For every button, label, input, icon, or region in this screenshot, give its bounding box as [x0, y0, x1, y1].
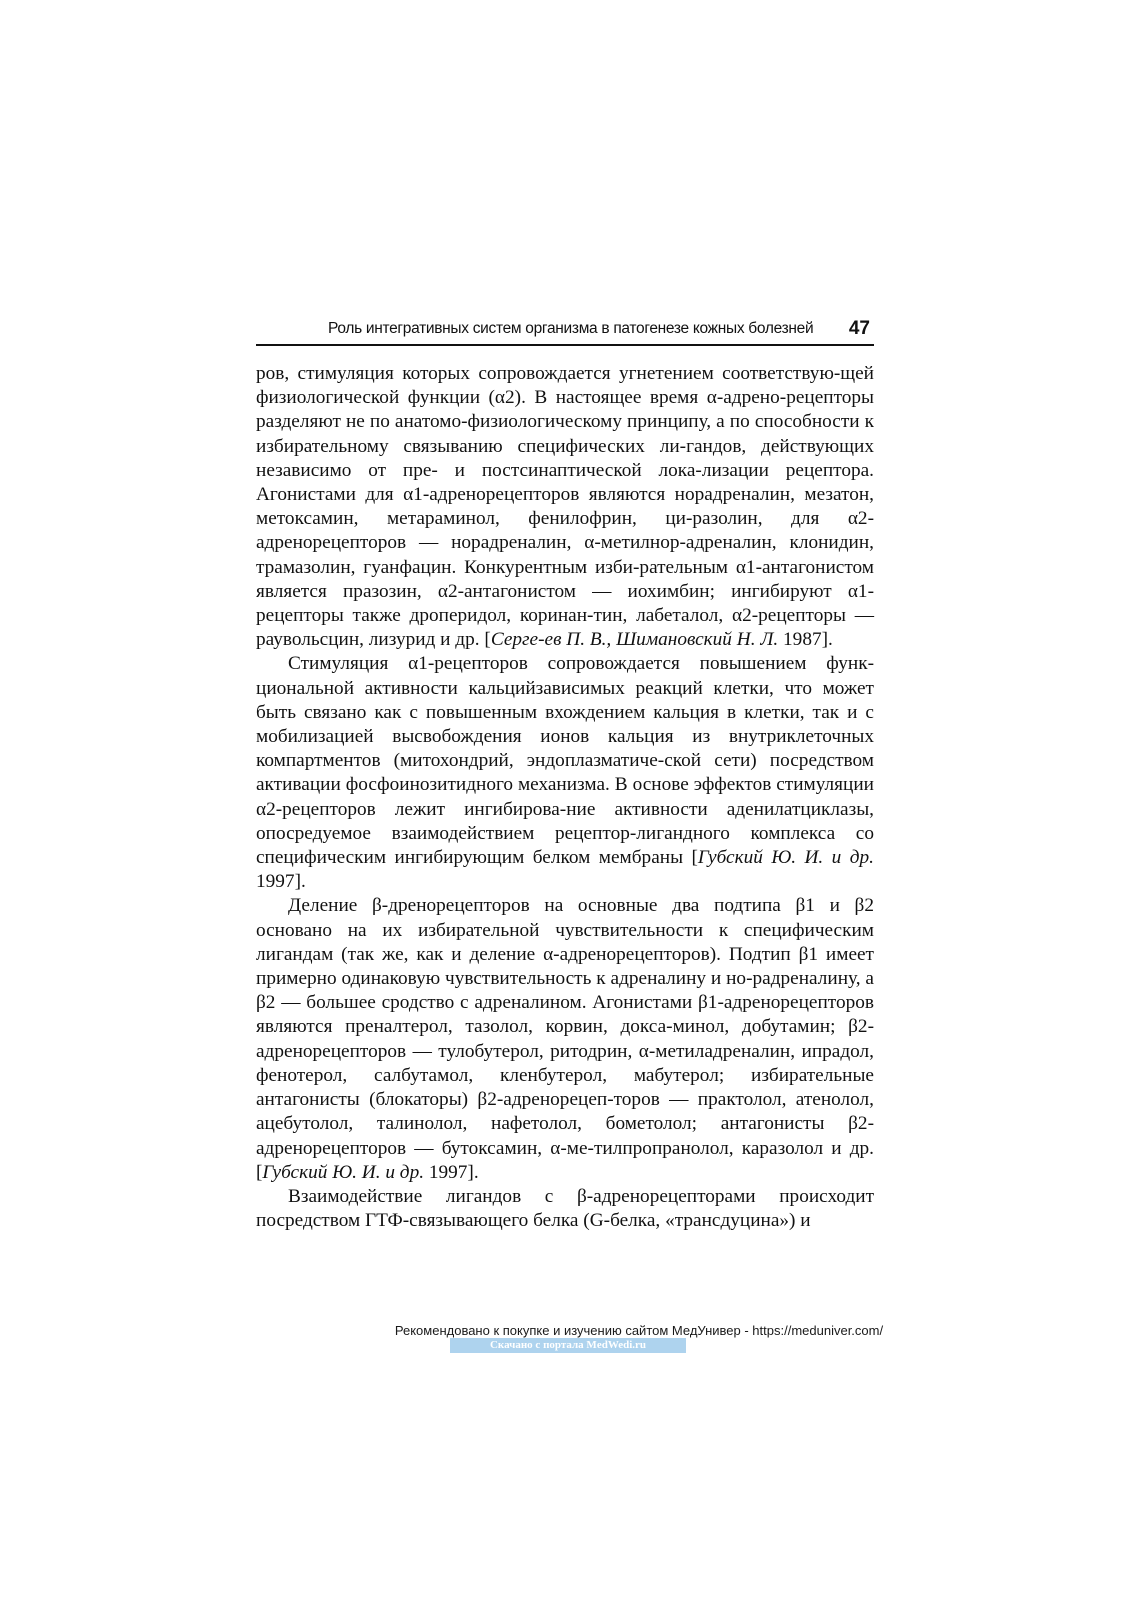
- citation-authors: Губский Ю. И. и др.: [262, 1161, 425, 1183]
- citation-authors: Серге-ев П. В., Шимановский Н. Л.: [490, 629, 779, 651]
- paragraph-text: ров, стимуляция которых сопровождается угнетением соответствую-щей физиологической функции (α2). В настоящее время α-адрено-рецепторы разделяют не по анатомо-физиологическому принципу, а по способности к избирательному связыванию специфических ли-гандов, действующих независимо от пре- и постсинаптической лока-лизации рецептора. Агонистами для α1-адренорецепторов являются норадреналин, мезатон, метоксамин, метараминол, фенилофрин, ци-разолин, для α2-адренорецепторов — норадреналин, α-метилнор-адреналин, клонидин, трамазолин, гуанфацин. Конкурентным изби-рательным α1-антагонистом является празозин, α2-антагонистом — иохимбин; ингибируют α1-рецепторы также дроперидол, коринан-тин, лабеталол, α2-рецепторы — раувольсцин, лизурид и др. [: [256, 363, 874, 651]
- running-title: Роль интегративных систем организма в патогенезе кожных болезней: [328, 320, 814, 337]
- paragraph-4: [256, 1185, 874, 1233]
- running-header: [256, 318, 874, 346]
- paragraph-2: [256, 652, 874, 894]
- paragraph-text: Стимуляция α1-рецепторов сопровождается повышением функ-циональной активности кальцийзависимых реакций клетки, что может быть связано как с повышенным вхождением кальция в клетки, так и с мобилизацией высвобождения ионов кальция из внутриклеточных компартментов (митохондрий, эндоплазматиче-ской сети) посредством активации фосфоинозитидного механизма. В основе эффектов стимуляции α2-рецепторов лежит ингибирова-ние активности аденилатциклазы, опосредуемое взаимодействием рецептор-лигандного комплекса со специфическим ингибирующим белком мембраны [: [256, 653, 874, 869]
- paragraph-3: [256, 894, 874, 1184]
- download-source-banner: Скачано с портала MedWedi.ru: [450, 1338, 686, 1353]
- citation-authors: Губский Ю. И. и др.: [697, 847, 874, 869]
- body-text: [256, 362, 874, 1233]
- book-page: [256, 318, 874, 1233]
- page-number: 47: [848, 318, 870, 339]
- paragraph-text: 1997].: [256, 871, 306, 893]
- paragraph-1: [256, 362, 874, 652]
- paragraph-text: 1997].: [424, 1161, 479, 1183]
- paragraph-text: Взаимодействие лигандов с β-адренорецепторами происходит посредством ГТФ-связывающего белка (G-белка, «трансдуцина») и: [256, 1185, 874, 1232]
- paragraph-text: Деление β-дренорецепторов на основные два подтипа β1 и β2 основано на их избирательной чувствительности к специфическим лигандам (так же, как и деление α-адренорецепторов). Подтип β1 имеет примерно одинаковую чувствительность к адреналину и но-радреналину, а β2 — большее сродство с адреналином. Агонистами β1-адренорецепторов являются преналтерол, тазолол, корвин, докса-минол, добутамин; β2-адренорецепторов — тулобутерол, ритодрин, α-метиладреналин, ипрадол, фенотерол, салбутамол, кленбутерол, мабутерол; избирательные антагонисты (блокаторы) β2-адренорецеп-торов — практолол, атенолол, ацебутолол, талинолол, нафетолол, бометолол; антагонисты β2-адренорецепторов — бутоксамин, α-ме-тилпропранолол, каразолол и др. [: [256, 895, 874, 1183]
- recommendation-note: Рекомендовано к покупке и изучению сайтом МедУнивер - https://meduniver.com/: [394, 1323, 884, 1338]
- paragraph-text: 1987].: [778, 629, 833, 651]
